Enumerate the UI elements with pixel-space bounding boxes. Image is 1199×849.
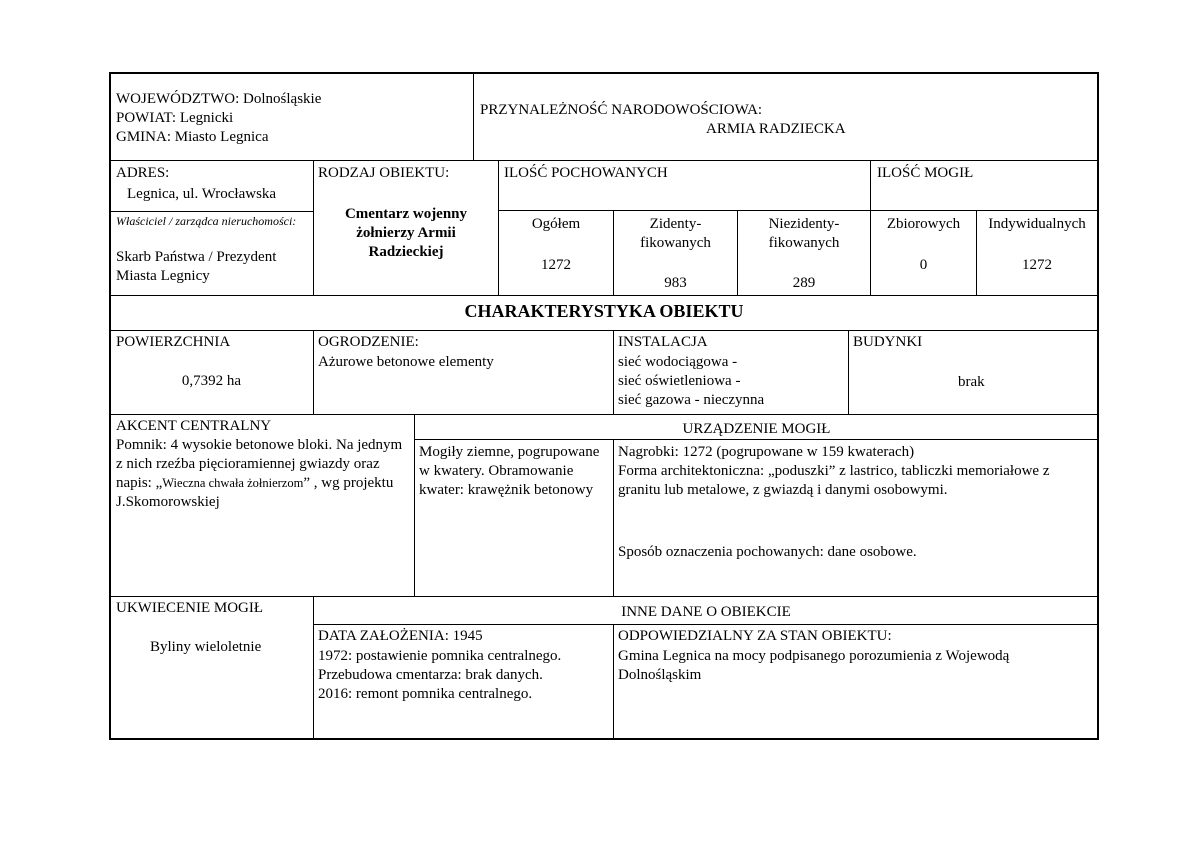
section-title-charakterystyka: CHARAKTERYSTYKA OBIEKTU — [464, 301, 744, 321]
owner-value: Skarb Państwa / Prezydent Miasta Legnicy — [116, 249, 277, 284]
ogrodzenie-value: Ażurowe betonowe elementy — [318, 354, 494, 370]
divider — [613, 439, 614, 596]
ogolem-value: 1272 — [541, 257, 571, 273]
odpowiedzialny-label: ODPOWIEDZIALNY ZA STAN OBIEKTU: — [618, 628, 892, 644]
zbiorowych-value: 0 — [919, 257, 928, 273]
budynki-value: brak — [958, 374, 985, 390]
ukwiecenie-value: Byliny wieloletnie — [150, 639, 262, 655]
owner-label: Właściciel / zarządca nieruchomości: — [116, 214, 297, 228]
budynki-label: BUDYNKI — [853, 334, 923, 350]
powiat-value: Legnicki — [179, 110, 234, 126]
gmina-label: GMINA: — [116, 129, 171, 145]
powiat-line — [116, 109, 471, 128]
divider — [613, 330, 614, 414]
mogily-label: ILOŚĆ MOGIŁ — [877, 165, 974, 181]
divider — [110, 414, 1098, 415]
akcent-text-main: Pomnik: 4 wysokie betonowe bloki. Na jednym z nich rzeźba pięcioramiennej gwiazdy oraz napis: „ — [116, 437, 403, 491]
akcent-label: AKCENT CENTRALNY — [116, 418, 272, 434]
urzadzenie-left-text: Mogiły ziemne, pogrupowane w kwatery. Obramowanie kwater: krawężnik betonowy — [419, 444, 600, 498]
divider — [414, 414, 415, 596]
wojewodztwo-label: WOJEWÓDZTWO: — [116, 91, 240, 107]
powierzchnia-value: 0,7392 ha — [181, 373, 242, 389]
divider — [313, 160, 314, 295]
akcent-text — [116, 436, 408, 512]
data-zalozenia-line — [318, 627, 610, 646]
indywidualnych-value: 1272 — [1022, 257, 1052, 273]
divider — [473, 73, 474, 161]
gmina-line — [116, 128, 471, 147]
wojewodztwo-value: Dolnośląskie — [243, 91, 322, 107]
divider — [110, 596, 1098, 597]
wojewodztwo-line — [116, 90, 471, 109]
divider — [313, 330, 314, 414]
gmina-value: Miasto Legnica — [174, 129, 269, 145]
odpowiedzialny-value: Gmina Legnica na mocy podpisanego porozumienia z Wojewodą Dolnośląskim — [618, 648, 1010, 683]
historia-text: 1972: postawienie pomnika centralnego. Przebudowa cmentarza: brak danych. 2016: remont pomnika centralnego. — [318, 648, 562, 702]
instalacja-label: INSTALACJA — [618, 334, 708, 350]
location-block — [116, 90, 471, 147]
divider — [110, 330, 1098, 331]
rodzaj-label: RODZAJ OBIEKTU: — [318, 165, 450, 181]
powierzchnia-label: POWIERZCHNIA — [116, 334, 231, 350]
powiat-label: POWIAT: — [116, 110, 177, 126]
zidentyfikowanych-label: Zidenty- fikowanych — [640, 216, 711, 251]
ogolem-label: Ogółem — [531, 216, 581, 232]
akcent-text-end: ” , wg projektu J.Skomorowskiej — [116, 475, 394, 510]
adres-value: Legnica, ul. Wrocławska — [127, 186, 277, 202]
urzadzenie-right-text: Nagrobki: 1272 (pogrupowane w 159 kwaterach) Forma architektoniczna: „poduszki” z lastrico, tabliczki memoriałowe z granitu lub metalowe, z gwiazdą i danymi osobowymi. — [618, 444, 1050, 498]
indywidualnych-label: Indywidualnych — [988, 216, 1086, 232]
zidentyfikowanych-value: 983 — [664, 275, 687, 291]
zbiorowych-label: Zbiorowych — [886, 216, 961, 232]
rodzaj-value: Cmentarz wojenny żołnierzy Armii Radzieckiej — [344, 206, 468, 260]
divider — [110, 295, 1098, 296]
data-zalozenia-label: DATA ZAŁOŻENIA: — [318, 628, 449, 644]
ukwiecenie-label: UKWIECENIE MOGIŁ — [116, 600, 264, 616]
ogrodzenie-label: OGRODZENIE: — [318, 334, 419, 350]
inne-label: INNE DANE O OBIEKCIE — [621, 604, 791, 620]
divider — [414, 439, 1098, 440]
divider — [498, 210, 1098, 211]
divider — [110, 211, 313, 212]
divider — [110, 160, 1098, 161]
akcent-text-quote: Wieczna chwała żołnierzom — [162, 476, 304, 490]
divider — [848, 330, 849, 414]
instalacja-value: sieć wodociągowa - sieć oświetleniowa - sieć gazowa - nieczynna — [618, 354, 765, 408]
niezidentyfikowanych-label: Niezidenty- fikowanych — [768, 216, 840, 251]
divider — [313, 624, 1098, 625]
urzadzenie-label: URZĄDZENIE MOGIŁ — [682, 421, 831, 437]
data-zalozenia-value: 1945 — [452, 628, 483, 644]
pochowani-label: ILOŚĆ POCHOWANYCH — [504, 165, 668, 181]
niezidentyfikowanych-value: 289 — [792, 275, 816, 291]
przynaleznosc-value: ARMIA RADZIECKA — [706, 121, 846, 137]
adres-label: ADRES: — [116, 165, 170, 181]
oznaczenie-text: Sposób oznaczenia pochowanych: dane osobowe. — [618, 544, 917, 560]
divider — [613, 624, 614, 739]
przynaleznosc-label: PRZYNALEŻNOŚĆ NARODOWOŚCIOWA: — [480, 102, 763, 118]
